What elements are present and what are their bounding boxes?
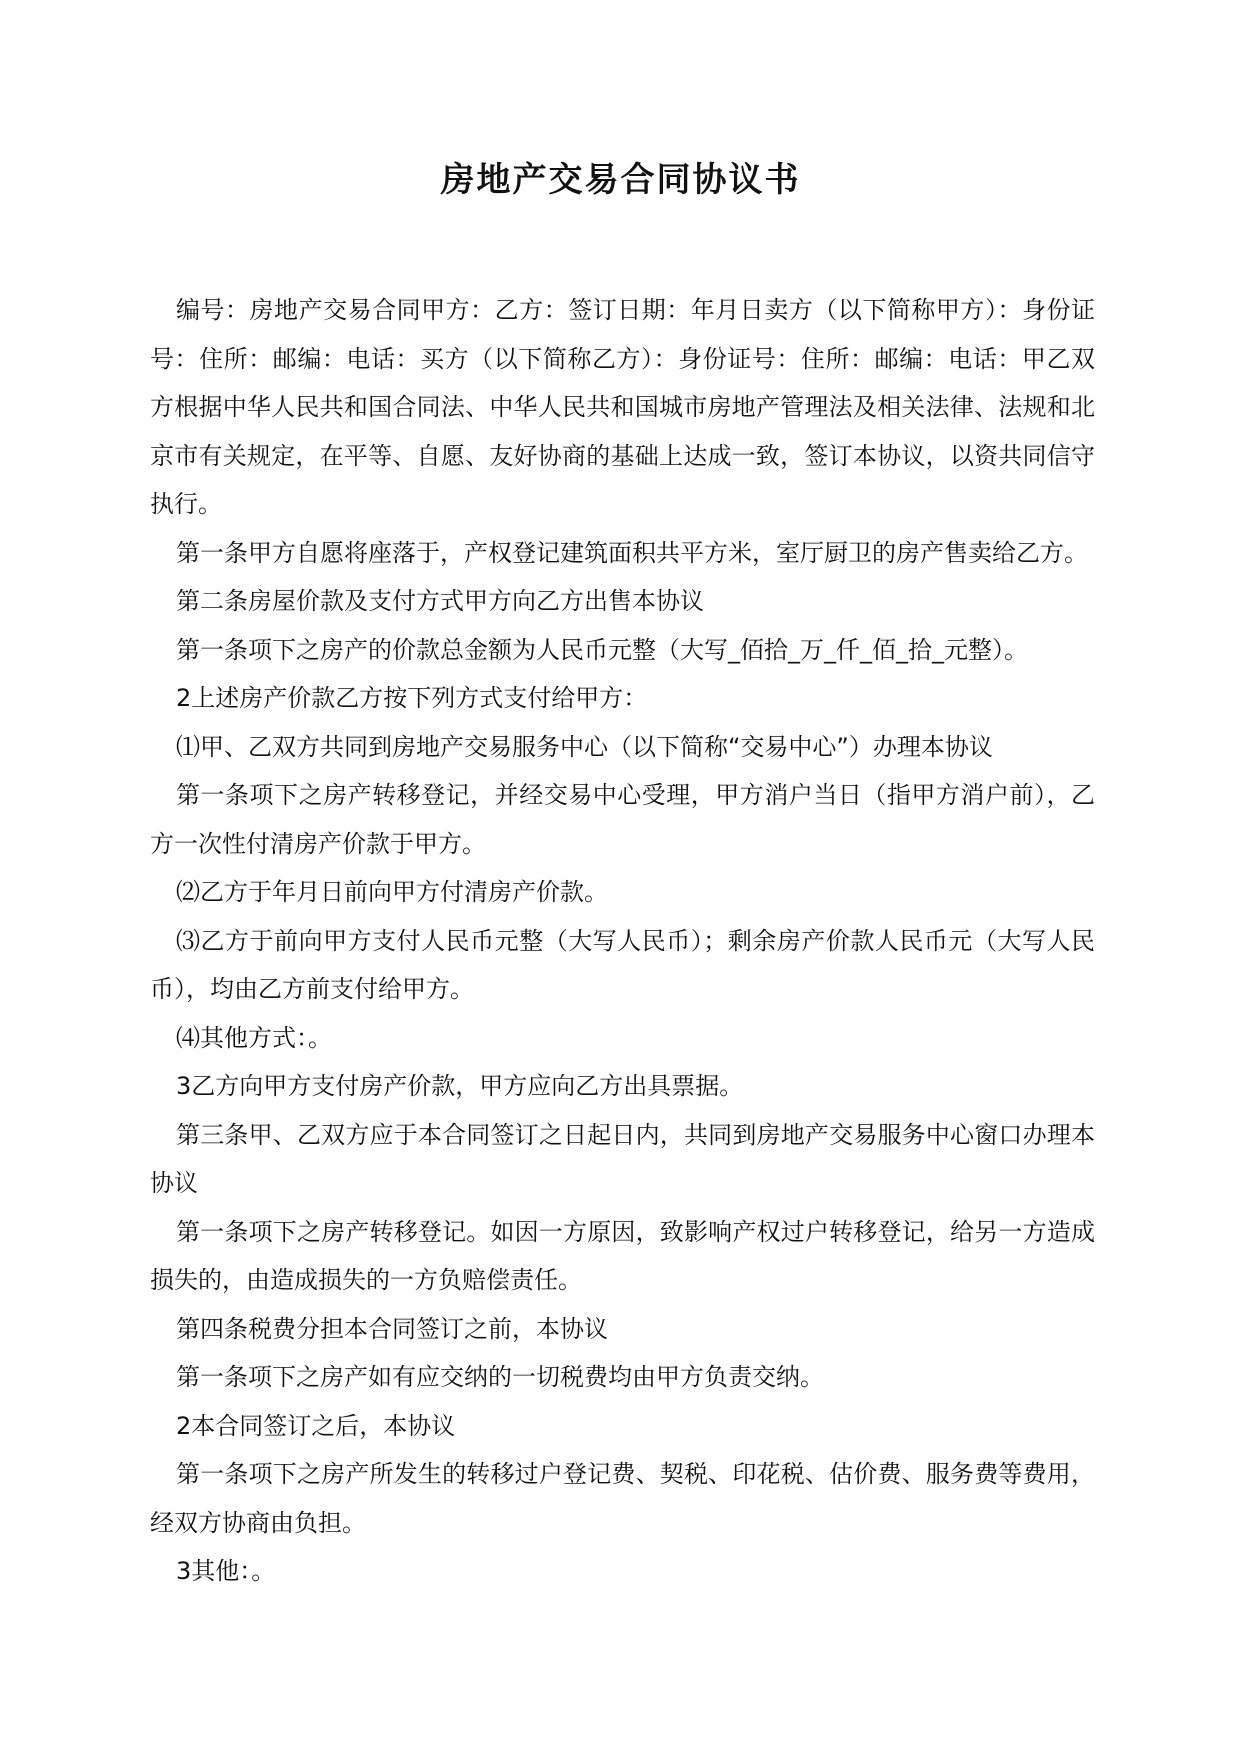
- paragraph-article-1: 第一条甲方自愿将座落于，产权登记建筑面积共平方米，室厅厨卫的房产售卖给乙方。: [176, 538, 1088, 567]
- paragraph-transfer-registration: 第一条项下之房产转移登记，并经交易中心受理，甲方消户当日（指甲方消户前），乙方一次性付清房产价款于甲方。: [150, 781, 1095, 858]
- paragraph-payment-option-3: ⑶乙方于前向甲方支付人民币元整（大写人民币）；剩余房产价款人民币元（大写人民币），均由乙方前支付给甲方。: [150, 926, 1095, 1003]
- paragraph-payment-option-2: ⑵乙方于年月日前向甲方付清房产价款。: [176, 878, 608, 906]
- paragraph-liability: 第一条项下之房产转移登记。如因一方原因，致影响产权过户转移登记，给另一方造成损失的，由造成损失的一方负赔偿责任。: [150, 1217, 1095, 1294]
- paragraph-receipt: 3乙方向甲方支付房产价款，甲方应向乙方出具票据。: [176, 1072, 744, 1100]
- paragraph-price-total: 第一条项下之房产的价款总金额为人民币元整（大写_佰拾_万_仟_佰_拾_元整）。: [176, 635, 1028, 664]
- paragraph-payment-method: 2上述房产价款乙方按下列方式支付给甲方：: [176, 684, 648, 712]
- document-body: [150, 286, 1095, 1596]
- paragraph-preamble: 编号：房地产交易合同甲方：乙方：签订日期：年月日卖方（以下简称甲方）：身份证号：住所：邮编：电话：买方（以下简称乙方）：身份证号：住所：邮编：电话：甲乙双方根据中华人民共和国合同法、中华人民共和国城市房地产管理法及相关法律、法规和北京市有关规定，在平等、自愿、友好协商的基础上达成一致，签订本协议，以资共同信守执行。: [150, 296, 1095, 518]
- paragraph-tax-after-heading: 2本合同签订之后，本协议: [176, 1411, 456, 1440]
- paragraph-article-3: 第三条甲、乙双方应于本合同签订之日起日内，共同到房地产交易服务中心窗口办理本协议: [150, 1120, 1095, 1197]
- paragraph-article-4: 第四条税费分担本合同签订之前，本协议: [176, 1314, 608, 1343]
- document-title: 房地产交易合同协议书: [440, 160, 801, 200]
- paragraph-tax-before: 第一条项下之房产如有应交纳的一切税费均由甲方负责交纳。: [176, 1363, 824, 1391]
- paragraph-article-2: 第二条房屋价款及支付方式甲方向乙方出售本协议: [176, 587, 704, 615]
- paragraph-fees: 第一条项下之房产所发生的转移过户登记费、契税、印花税、估价费、服务费等费用，经双方协商由负担。: [150, 1460, 1095, 1537]
- paragraph-other: 3其他：。: [176, 1557, 276, 1585]
- paragraph-payment-option-1: ⑴甲、乙双方共同到房地产交易服务中心（以下简称“交易中心”）办理本协议: [176, 732, 993, 761]
- paragraph-payment-option-4: ⑷其他方式：。: [176, 1023, 332, 1052]
